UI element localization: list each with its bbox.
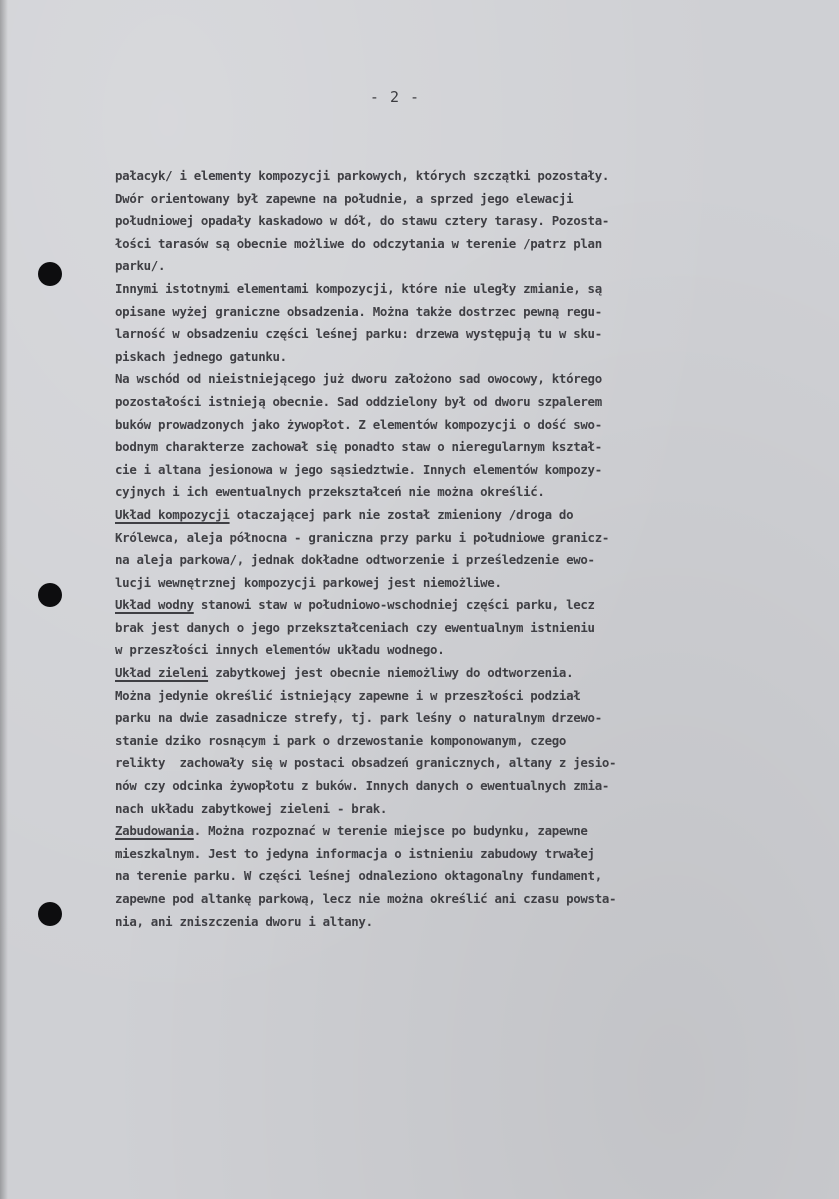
line-text: cyjnych i ich ewentualnych przekształceń nie można określić. (115, 484, 545, 500)
text-line (115, 481, 827, 504)
line-text: na aleja parkowa/, jednak dokładne odtworzenie i prześledzenie ewo- (115, 552, 595, 568)
page-number: - 2 - (369, 88, 421, 106)
line-text: stanie dziko rosnącym i park o drzewostanie komponowanym, czego (115, 732, 567, 748)
text-line (115, 594, 827, 617)
line-text: pozostałości istnieją obecnie. Sad oddzielony był od dworu szpalerem (115, 393, 602, 409)
section-heading-underlined: Układ zieleni (115, 665, 209, 681)
line-text: opisane wyżej graniczne obsadzenia. Można także dostrzec pewną regu- (115, 303, 602, 319)
binder-hole-bottom (38, 902, 62, 926)
line-text: piskach jednego gatunku. (115, 348, 287, 364)
line-text: larność w obsadzeniu części leśnej parku: drzewa występują tu w sku- (115, 326, 602, 342)
line-text: Na wschód od nieistniejącego już dworu założono sad owocowy, którego (115, 371, 602, 387)
line-text: mieszkalnym. Jest to jedyna informacja o istnieniu zabudowy trwałej (115, 845, 595, 861)
line-text: Innymi istotnymi elementami kompozycji, które nie uległy zmianie, są (115, 280, 602, 296)
page-edge-shadow (0, 0, 8, 1199)
text-line (115, 368, 827, 391)
line-text: Królewca, aleja północna - graniczna przy parku i południowe granicz- (115, 529, 610, 545)
line-text: lucji wewnętrznej kompozycji parkowej jest niemożliwe. (115, 574, 502, 590)
text-line (115, 233, 827, 256)
body-text (115, 165, 827, 933)
text-line (115, 165, 827, 188)
line-text: cie i altana jesionowa w jego sąsiedztwie. Innych elementów kompozy- (115, 461, 602, 477)
text-line (115, 843, 827, 866)
line-text: na terenie parku. W części leśnej odnaleziono oktagonalny fundament, (115, 868, 602, 884)
line-text: zabytkowej jest obecnie niemożliwy do odtworzenia. (208, 665, 574, 681)
text-line (115, 504, 827, 527)
text-line (115, 414, 827, 437)
line-text: południowej opadały kaskadowo w dół, do stawu cztery tarasy. Pozosta- (115, 213, 610, 229)
text-line (115, 346, 827, 369)
line-text: bodnym charakterze zachował się ponadto staw o nieregularnym kształ- (115, 439, 602, 455)
text-line (115, 549, 827, 572)
text-line (115, 662, 827, 685)
text-line (115, 707, 827, 730)
line-text: zapewne pod altankę parkową, lecz nie można określić ani czasu powsta- (115, 891, 617, 906)
line-text: nach układu zabytkowej zieleni - brak. (115, 800, 388, 816)
text-line (115, 685, 827, 708)
line-text: parku/. (115, 258, 166, 274)
binder-hole-middle (38, 583, 62, 607)
section-heading-underlined: Układ kompozycji (115, 506, 230, 522)
text-line (115, 459, 827, 482)
line-text: w przeszłości innych elementów układu wodnego. (115, 642, 445, 658)
line-text: łości tarasów są obecnie możliwe do odczytania w terenie /patrz plan (115, 235, 602, 251)
line-text: brak jest danych o jego przekształceniach czy ewentualnym istnieniu (115, 619, 595, 635)
line-text: stanowi staw w południowo-wschodniej części parku, lecz (193, 597, 595, 613)
text-line (115, 323, 827, 346)
binder-hole-top (38, 262, 62, 286)
line-text: otaczającej park nie został zmieniony /droga do (229, 506, 574, 522)
line-text: Dwór orientowany był zapewne na południe, a sprzed jego elewacji (115, 190, 574, 206)
text-line (115, 865, 827, 888)
line-text: Można jedynie określić istniejący zapewne i w przeszłości podział (115, 687, 581, 703)
text-line (115, 798, 827, 821)
text-line (115, 617, 827, 640)
line-text: relikty zachowały się w postaci obsadzeń granicznych, altany z jesio- (115, 755, 617, 771)
text-line (115, 255, 827, 278)
text-line (115, 188, 827, 211)
section-heading-underlined: Zabudowania (115, 823, 194, 839)
text-line (115, 752, 827, 775)
text-line (115, 436, 827, 459)
text-line (115, 775, 827, 798)
text-line (115, 820, 827, 843)
text-line (115, 391, 827, 414)
line-text: buków prowadzonych jako żywopłot. Z elementów kompozycji o dość swo- (115, 416, 602, 432)
text-line (115, 210, 827, 233)
line-text: pałacyk/ i elementy kompozycji parkowych, których szczątki pozostały. (115, 168, 610, 183)
text-line (115, 888, 827, 911)
text-line (115, 527, 827, 550)
text-line (115, 301, 827, 324)
text-line (115, 572, 827, 595)
line-text: nia, ani zniszczenia dworu i altany. (115, 913, 373, 929)
section-heading-underlined: Układ wodny (115, 597, 194, 613)
text-line (115, 278, 827, 301)
line-text: . Można rozpoznać w terenie miejsce po budynku, zapewne (193, 823, 588, 839)
line-text: nów czy odcinka żywopłotu z buków. Innych danych o ewentualnych zmia- (115, 778, 610, 794)
text-line (115, 730, 827, 753)
text-line (115, 911, 827, 934)
line-text: parku na dwie zasadnicze strefy, tj. park leśny o naturalnym drzewo- (115, 710, 602, 726)
text-line (115, 639, 827, 662)
